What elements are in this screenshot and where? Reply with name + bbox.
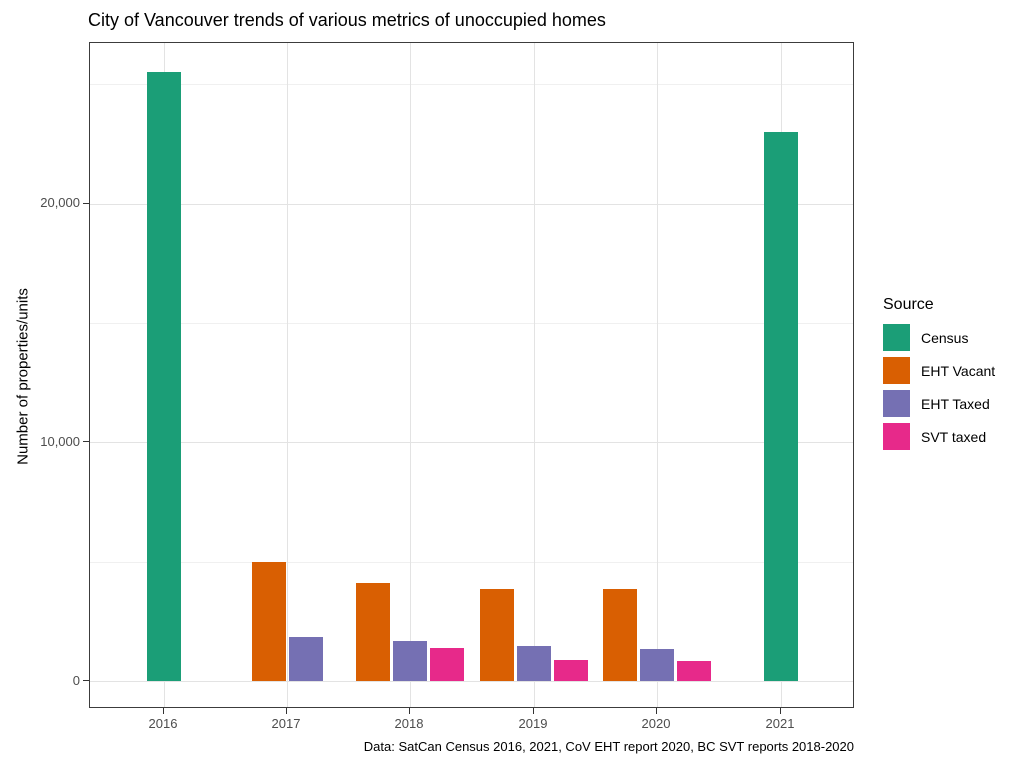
x-tick-mark bbox=[163, 708, 164, 714]
y-tick-mark bbox=[83, 680, 89, 681]
legend-swatch bbox=[883, 390, 910, 417]
bar-eht-vacant-2020 bbox=[603, 589, 637, 681]
y-axis-title: Number of properties/units bbox=[14, 288, 32, 465]
legend-label: Census bbox=[921, 329, 969, 346]
x-tick-label: 2017 bbox=[271, 716, 301, 731]
x-tick-mark bbox=[780, 708, 781, 714]
bar-eht-taxed-2017 bbox=[289, 637, 323, 681]
gridline-minor bbox=[90, 562, 853, 563]
bar-svt-taxed-2018 bbox=[430, 648, 464, 681]
legend-title: Source bbox=[883, 296, 934, 313]
y-tick-label: 10,000 bbox=[40, 433, 80, 449]
gridline-vertical bbox=[410, 43, 411, 707]
x-tick-mark bbox=[533, 708, 534, 714]
y-tick-mark bbox=[83, 441, 89, 442]
bar-eht-vacant-2018 bbox=[356, 583, 390, 681]
bar-census-2016 bbox=[147, 72, 181, 681]
gridline-major bbox=[90, 681, 853, 682]
gridline-vertical bbox=[534, 43, 535, 707]
x-tick-label: 2021 bbox=[765, 716, 795, 731]
caption: Data: SatCan Census 2016, 2021, CoV EHT report 2020, BC SVT reports 2018-2020 bbox=[363, 739, 854, 754]
legend-item-eht-vacant bbox=[883, 357, 995, 384]
y-tick-mark bbox=[83, 203, 89, 204]
gridline-major bbox=[90, 204, 853, 205]
gridline-vertical bbox=[287, 43, 288, 707]
y-tick-label: 0 bbox=[72, 672, 80, 688]
bar-eht-taxed-2019 bbox=[517, 646, 551, 681]
plot-panel bbox=[89, 42, 854, 708]
x-tick-mark bbox=[409, 708, 410, 714]
legend-swatch bbox=[883, 324, 910, 351]
legend-item-eht-taxed bbox=[883, 390, 995, 417]
bar-census-2021 bbox=[764, 132, 798, 681]
legend-label: EHT Taxed bbox=[921, 395, 990, 412]
x-tick-mark bbox=[656, 708, 657, 714]
legend-label: SVT taxed bbox=[921, 428, 987, 445]
gridline-minor bbox=[90, 323, 853, 324]
bar-svt-taxed-2019 bbox=[554, 660, 588, 681]
y-tick-label: 20,000 bbox=[40, 195, 80, 210]
legend-item-svt-taxed bbox=[883, 423, 995, 450]
legend-items bbox=[883, 324, 995, 450]
gridline-minor bbox=[90, 84, 853, 85]
x-tick-mark bbox=[286, 708, 287, 714]
gridline-vertical bbox=[657, 43, 658, 707]
bar-svt-taxed-2020 bbox=[677, 661, 711, 681]
gridline-major bbox=[90, 442, 853, 443]
x-tick-label: 2016 bbox=[148, 716, 178, 731]
legend-label: EHT Vacant bbox=[921, 362, 996, 379]
x-tick-label: 2020 bbox=[641, 716, 671, 731]
x-tick-label: 2018 bbox=[394, 716, 424, 731]
legend-swatch bbox=[883, 423, 910, 450]
chart-title: City of Vancouver trends of various metrics of unoccupied homes bbox=[88, 10, 606, 30]
bar-eht-taxed-2018 bbox=[393, 641, 427, 681]
legend-item-census bbox=[883, 324, 995, 351]
legend-swatch bbox=[883, 357, 910, 384]
bar-eht-vacant-2019 bbox=[480, 589, 514, 681]
bar-eht-vacant-2017 bbox=[252, 562, 286, 681]
legend bbox=[883, 296, 995, 456]
x-tick-label: 2019 bbox=[518, 716, 548, 731]
bar-eht-taxed-2020 bbox=[640, 649, 674, 681]
